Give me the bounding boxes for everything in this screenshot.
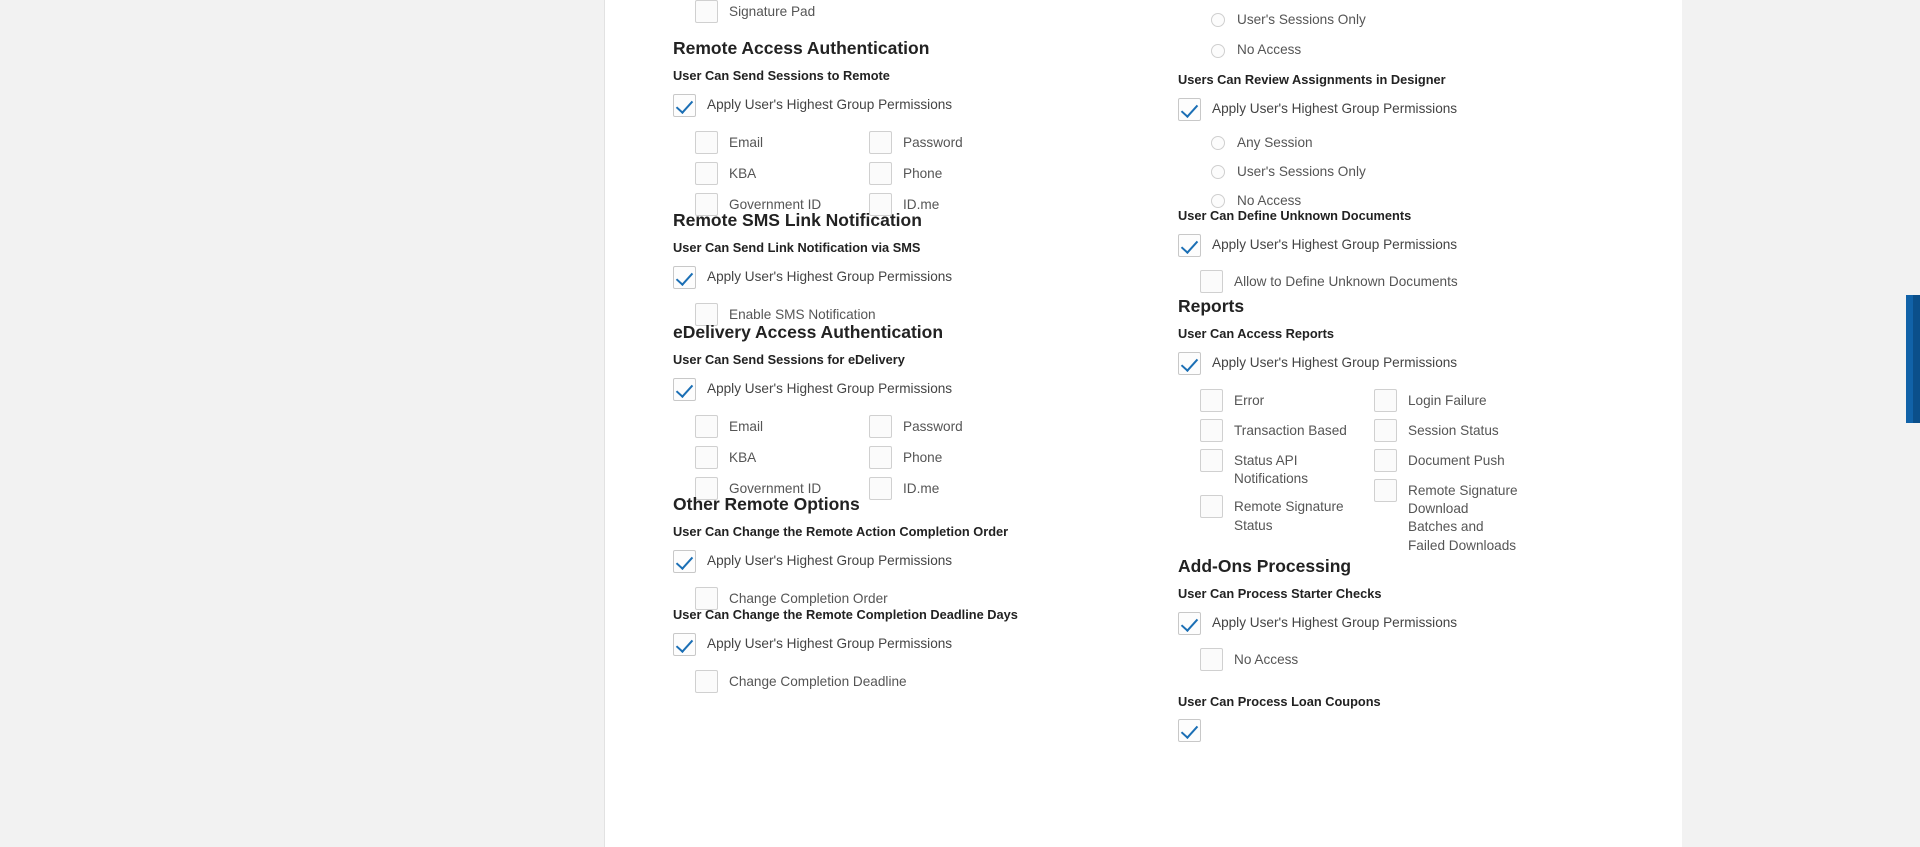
no-access-label: No Access [1237,42,1302,58]
auth-methods-remote-col-left [695,131,869,223]
no-access-radio[interactable] [1211,44,1225,58]
checkbox-row-no-access[interactable] [1200,648,1457,671]
apply-highest-permissions-label: Apply User's Highest Group Permissions [707,552,953,568]
change-completion-deadline-label: Change Completion Deadline [729,673,907,689]
email-checkbox[interactable] [695,415,718,438]
phone-checkbox[interactable] [869,162,892,185]
radio-group-review-assignments [1178,134,1457,211]
apply-highest-permissions-checkbox[interactable] [1178,234,1201,257]
section-title-remote-sms-link-notification: Remote SMS Link Notification [673,210,922,230]
checkbox-row-signature-pad[interactable] [695,0,815,23]
no-access-radio[interactable] [1211,194,1225,208]
checkbox-row-kba[interactable] [695,162,869,185]
field-group-review-assignments-designer [1178,72,1457,222]
apply-highest-permissions-checkbox[interactable] [673,378,696,401]
radio-row-users-sessions-only[interactable] [1211,163,1457,181]
section-title-other-remote-options: Other Remote Options [673,494,860,514]
radio-row-users-sessions-only[interactable] [1211,11,1366,29]
left-column [673,0,1143,847]
section-reports [1178,296,1554,562]
field-label-send-link-notification-sms: User Can Send Link Notification via SMS [673,240,921,255]
field-label-change-remote-completion-deadline-days: User Can Change the Remote Completion Deadline Days [673,607,1018,622]
page-right-gutter [1681,0,1920,847]
field-label-send-sessions-edelivery: User Can Send Sessions for eDelivery [673,352,905,367]
change-completion-order-label: Change Completion Order [729,590,888,606]
phone-label: Phone [903,449,943,465]
government-id-label: Government ID [729,196,822,212]
section-title-edelivery-access-authentication: eDelivery Access Authentication [673,322,944,342]
signature-pad-checkbox[interactable] [695,0,718,23]
checkbox-row-kba[interactable] [695,446,869,469]
apply-highest-permissions-label: Apply User's Highest Group Permissions [707,96,953,112]
page-left-gutter [0,0,605,847]
report-types-col-right [1374,389,1554,562]
apply-highest-group-permissions-row-3[interactable] [673,378,1043,401]
apply-highest-group-permissions-row-10[interactable] [1178,719,1457,742]
error-label: Error [1234,392,1265,408]
change-completion-deadline-checkbox[interactable] [695,670,718,693]
signature-pad-label: Signature Pad [729,4,816,19]
password-label: Password [903,418,963,434]
status-api-notifications-checkbox[interactable] [1200,449,1223,472]
auth-methods-edelivery-col-left [695,415,869,507]
enable-sms-notification-label: Enable SMS Notification [729,306,876,322]
users-sessions-only-label: User's Sessions Only [1237,12,1366,27]
auth-methods-edelivery-col-right [869,415,1043,507]
allow-define-unknown-documents-checkbox[interactable] [1200,270,1223,293]
field-label-change-remote-action-completion-order: User Can Change the Remote Action Completion Order [673,524,1009,539]
apply-highest-group-permissions-row-5[interactable] [673,633,1018,656]
apply-highest-permissions-checkbox[interactable] [673,550,696,573]
apply-highest-permissions-checkbox[interactable] [673,633,696,656]
kba-checkbox[interactable] [695,446,718,469]
email-label: Email [729,134,763,150]
no-access-label: No Access [1234,651,1299,667]
checkbox-row-password[interactable] [869,131,1043,154]
apply-highest-permissions-label: Apply User's Highest Group Permissions [1212,100,1458,116]
users-sessions-only-label: User's Sessions Only [1237,163,1366,179]
password-label: Password [903,134,963,150]
checkbox-row-password[interactable] [869,415,1043,438]
apply-highest-group-permissions-row-6[interactable] [1178,98,1457,121]
define-unknown-documents-options [1200,270,1458,293]
field-group-define-unknown-documents [1178,208,1458,300]
apply-highest-permissions-checkbox[interactable] [1178,98,1201,121]
password-checkbox[interactable] [869,131,892,154]
checkbox-row-remote-signature-download-batches[interactable] [1374,479,1554,555]
checkbox-row-phone[interactable] [869,162,1043,185]
checkbox-row-email[interactable] [695,131,869,154]
remote-signature-download-batches-label: Remote Signature Download Batches and Failed Downloads [1408,482,1518,553]
apply-highest-permissions-checkbox[interactable] [1178,719,1201,742]
report-types [1200,389,1554,562]
section-title-add-ons-processing: Add-Ons Processing [1178,556,1352,576]
apply-highest-permissions-label: Apply User's Highest Group Permissions [1212,236,1458,252]
checkbox-row-change-completion-deadline[interactable] [695,670,1018,693]
status-api-notifications-label: Status API Notifications [1234,452,1309,486]
starter-checks-options [1200,648,1457,671]
field-label-access-reports: User Can Access Reports [1178,326,1334,341]
phone-checkbox[interactable] [869,446,892,469]
document-push-label: Document Push [1408,452,1505,468]
apply-highest-permissions-label: Apply User's Highest Group Permissions [1212,614,1458,630]
radio-row-no-access[interactable] [1211,41,1366,59]
no-access-checkbox[interactable] [1200,648,1223,671]
apply-highest-permissions-checkbox[interactable] [673,266,696,289]
transaction-based-label: Transaction Based [1234,422,1347,438]
login-failure-label: Login Failure [1408,392,1487,408]
radio-row-any-session[interactable] [1211,134,1457,152]
apply-highest-permissions-label: Apply User's Highest Group Permissions [707,268,953,284]
section-remote-sms-link-notification [673,210,952,333]
report-types-col-left [1200,389,1374,562]
auth-methods-remote [695,131,1043,223]
radio-group-partial-top [1178,11,1366,71]
completion-deadline-options [695,670,1018,693]
government-id-label: Government ID [729,480,822,496]
checkbox-row-document-push[interactable] [1374,449,1554,472]
field-group-remote-completion-deadline [673,607,1018,700]
field-label-review-assignments-designer: Users Can Review Assignments in Designer [1178,72,1446,87]
session-status-label: Session Status [1408,422,1499,438]
apply-highest-group-permissions-row-2[interactable] [673,266,952,289]
no-access-label: No Access [1237,193,1302,209]
section-remote-access-authentication [673,38,1043,223]
kba-checkbox[interactable] [695,162,718,185]
field-label-process-starter-checks: User Can Process Starter Checks [1178,586,1382,601]
section-edelivery-access-authentication [673,322,1043,507]
any-session-label: Any Session [1237,134,1313,150]
checkbox-row-phone[interactable] [869,446,1043,469]
apply-highest-group-permissions-row-1[interactable] [673,94,1043,117]
any-session-radio[interactable] [1211,136,1225,150]
users-sessions-only-radio[interactable] [1211,13,1225,27]
checkbox-row-allow-define-unknown-documents[interactable] [1200,270,1458,293]
permissions-content [605,0,1682,847]
section-other-remote-options [673,494,1008,617]
checkbox-row-remote-signature-status[interactable] [1200,495,1374,535]
remote-signature-status-checkbox[interactable] [1200,495,1223,518]
session-status-checkbox[interactable] [1374,419,1397,442]
apply-highest-group-permissions-row-7[interactable] [1178,234,1458,257]
checkbox-row-transaction-based[interactable] [1200,419,1374,442]
email-label: Email [729,418,763,434]
section-title-remote-access-authentication: Remote Access Authentication [673,38,930,58]
apply-highest-permissions-checkbox[interactable] [1178,352,1201,375]
password-checkbox[interactable] [869,415,892,438]
apply-highest-group-permissions-row-9[interactable] [1178,612,1457,635]
idme-label: ID.me [903,480,940,496]
section-add-ons-processing [1178,556,1457,742]
field-label-define-unknown-documents: User Can Define Unknown Documents [1178,208,1412,223]
checkbox-row-error[interactable] [1200,389,1374,412]
transaction-based-checkbox[interactable] [1200,419,1223,442]
checkbox-row-session-status[interactable] [1374,419,1554,442]
apply-highest-group-permissions-row-8[interactable] [1178,352,1554,375]
checkbox-row-status-api-notifications[interactable] [1200,449,1374,489]
field-label-process-loan-coupons: User Can Process Loan Coupons [1178,693,1381,709]
checkbox-row-login-failure[interactable] [1374,389,1554,412]
remote-signature-download-batches-checkbox[interactable] [1374,479,1397,502]
apply-highest-permissions-label: Apply User's Highest Group Permissions [707,380,953,396]
apply-highest-permissions-checkbox[interactable] [1178,612,1201,635]
apply-highest-permissions-label: Apply User's Highest Group Permissions [707,635,953,651]
remote-signature-status-label: Remote Signature Status [1234,499,1344,533]
document-push-checkbox[interactable] [1374,449,1397,472]
auth-methods-edelivery [695,415,1043,507]
kba-label: KBA [729,449,757,465]
apply-highest-permissions-label: Apply User's Highest Group Permissions [1212,354,1458,370]
allow-define-unknown-documents-label: Allow to Define Unknown Documents [1234,273,1458,289]
checkbox-row-email[interactable] [695,415,869,438]
error-checkbox[interactable] [1200,389,1223,412]
apply-highest-permissions-checkbox[interactable] [673,94,696,117]
kba-label: KBA [729,165,757,181]
auth-methods-remote-col-right [869,131,1043,223]
section-title-reports: Reports [1178,296,1245,316]
scroll-position-marker-inner[interactable] [1913,295,1920,423]
apply-highest-group-permissions-row-4[interactable] [673,550,1008,573]
field-label-send-sessions-remote: User Can Send Sessions to Remote [673,68,890,83]
email-checkbox[interactable] [695,131,718,154]
idme-label: ID.me [903,196,940,212]
right-column [1178,0,1648,847]
phone-label: Phone [903,165,943,181]
users-sessions-only-radio[interactable] [1211,165,1225,179]
login-failure-checkbox[interactable] [1374,389,1397,412]
